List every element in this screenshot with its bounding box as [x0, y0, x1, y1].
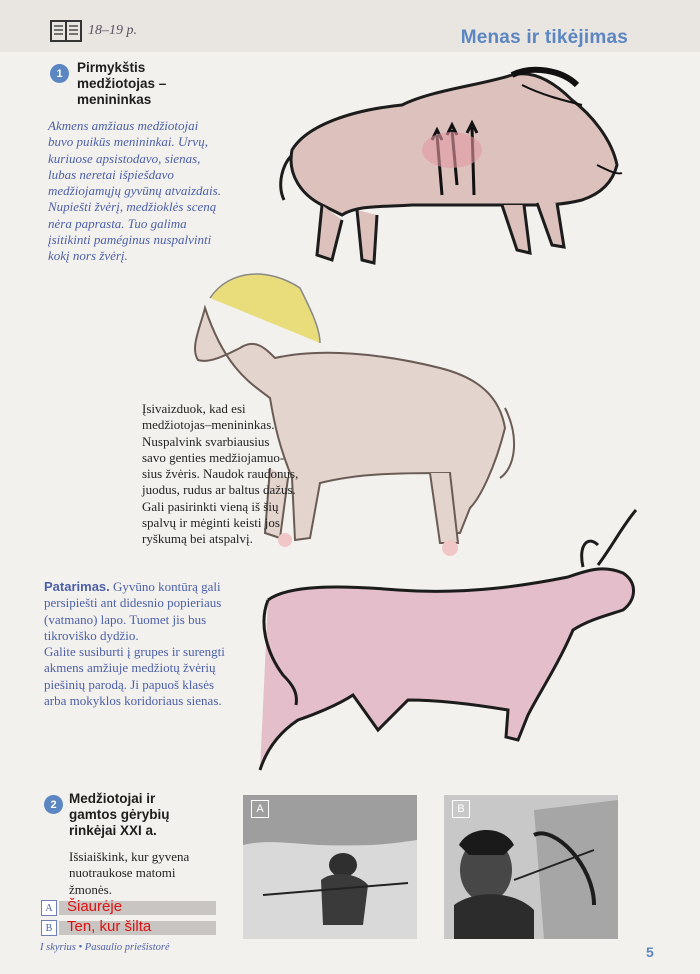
section-1-tip — [44, 579, 254, 709]
tip-text: Gyvūno kontūrą gali persipiešti ant didesnio popieriaus (vatmano) lapo. Tuomet jis bus tikroviško dydžio. Galite susiburti į grupes ir surengti akmens amžiuje medžiotų žvėrių piešinių parodą. Ji papuoš klasės arba mokyklos koridoriaus sienas. — [44, 579, 225, 709]
footer-chapter: I skyrius • Pasaulio priešistorė — [40, 942, 170, 953]
photo-a-label: A — [251, 800, 269, 818]
answer-row-b — [41, 920, 216, 936]
page-reference — [50, 20, 137, 42]
answer-row-a — [41, 900, 216, 916]
answer-letter-b: B — [41, 920, 57, 936]
page-ref-text: 18–19 p. — [88, 23, 137, 38]
book-icon — [50, 20, 82, 42]
photo-a-image — [243, 795, 417, 939]
photo-b — [444, 795, 618, 939]
answer-field-a[interactable] — [59, 898, 216, 915]
section-2-title: Medžiotojai ir gamtos gėrybių rinkėjai XXI a. — [69, 791, 170, 838]
aurochs-drawing — [238, 505, 643, 775]
section-1-task: Įsivaizduok, kad esi medžiotojas–menininkas. Nuspalvink svarbiausius savo genties medžiojamuo- sius žvėris. Naudok raudonus, juodus, rudus ar baltus dažus. Gali pasirinkti vieną iš šių spalvų ir mėginti keisti jos ryškumą bei atspalvį. — [142, 401, 299, 547]
section-1-number: 1 — [50, 64, 69, 83]
answer-letter-a: A — [41, 900, 57, 916]
bison-drawing — [262, 55, 637, 290]
answer-text-a: Šiaurėje — [67, 898, 123, 915]
photo-b-image — [444, 795, 618, 939]
answer-text-b: Ten, kur šilta — [67, 918, 152, 935]
section-1-title: Pirmykštis medžiotojas – menininkas — [77, 60, 167, 107]
section-2-task: Išsiaiškink, kur gyvena nuotraukose matomi žmonės. — [69, 849, 190, 897]
answer-field-b[interactable] — [59, 918, 216, 935]
section-1-intro: Akmens amžiaus medžiotojai buvo puikūs menininkai. Urvų, kuriuose apsistodavo, sienas, lubas neretai išpiešdavo medžiojamųjų gyvūnų atvaizdais. Nupiešti žvėrį, medžioklės sceną nėra paprasta. Tuo galima įsitikinti paméginus nuspalvinti kokį nors žvėrį. — [48, 118, 221, 264]
photo-b-label: B — [452, 800, 470, 818]
topic-title: Menas ir tikėjimas — [460, 27, 628, 48]
page-number: 5 — [646, 944, 654, 960]
photo-a — [243, 795, 417, 939]
section-2-number: 2 — [44, 795, 63, 814]
tip-label: Patarimas. — [44, 579, 110, 594]
